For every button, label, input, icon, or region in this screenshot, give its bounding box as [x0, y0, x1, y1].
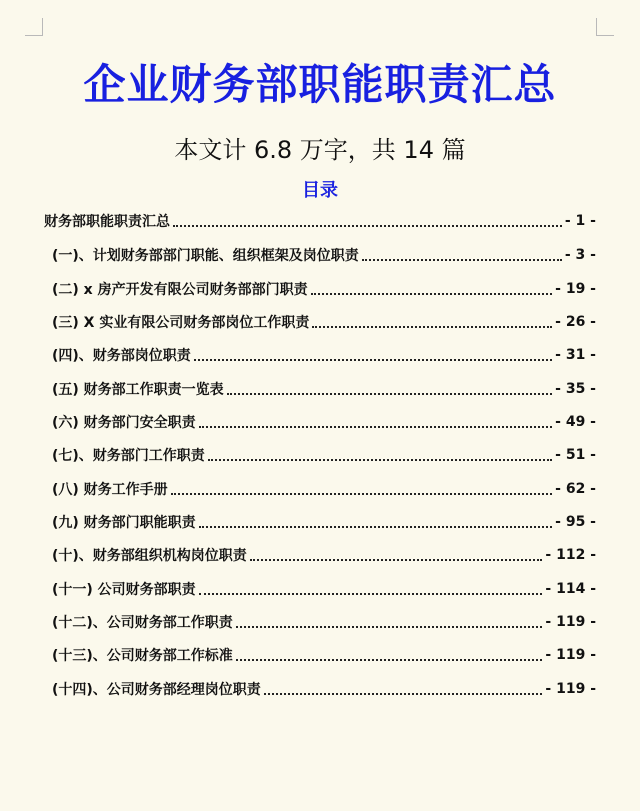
toc-entry[interactable]	[52, 338, 596, 371]
toc-entry-page: - 31 -	[555, 346, 596, 363]
toc-entry[interactable]	[52, 672, 596, 705]
toc-entry-label: (一)、计划财务部部门职能、组织框架及岗位职责	[52, 247, 359, 264]
toc-entry-page: - 26 -	[555, 313, 596, 330]
toc-leader-dots	[312, 326, 552, 328]
toc-entry-page: - 112 -	[545, 546, 596, 563]
toc-heading: 目录	[302, 180, 338, 201]
toc-leader-dots	[208, 459, 552, 461]
toc-entry-page: - 114 -	[545, 580, 596, 597]
toc-entry[interactable]	[52, 538, 596, 571]
toc-entry-page: - 95 -	[555, 513, 596, 530]
crop-mark-top-right	[596, 18, 614, 36]
toc-leader-dots	[171, 493, 552, 495]
toc-entry[interactable]	[52, 438, 596, 471]
toc-entry-label: (十四)、公司财务部经理岗位职责	[52, 681, 261, 698]
toc-entry-label: 财务部职能职责汇总	[44, 213, 170, 230]
toc-entry-page: - 35 -	[555, 380, 596, 397]
toc-leader-dots	[250, 559, 543, 561]
toc-entry-page: - 1 -	[564, 212, 596, 229]
toc-entry-label: (十三)、公司财务部工作标准	[52, 647, 233, 664]
toc-leader-dots	[264, 693, 543, 695]
toc-entry-label: (三) X 实业有限公司财务部岗位工作职责	[52, 314, 310, 331]
toc-leader-dots	[236, 659, 543, 661]
toc-entry-page: - 19 -	[555, 280, 596, 297]
toc-entry-label: (十一) 公司财务部职责	[52, 581, 196, 598]
toc-entry[interactable]	[52, 238, 596, 271]
toc-leader-dots	[227, 393, 552, 395]
toc-entry-label: (八) 财务工作手册	[52, 481, 168, 498]
crop-mark-top-left	[25, 18, 43, 36]
toc-entry[interactable]	[44, 204, 596, 237]
toc-leader-dots	[199, 593, 543, 595]
toc-entry[interactable]	[52, 505, 596, 538]
toc-leader-dots	[194, 359, 552, 361]
toc-leader-dots	[236, 626, 543, 628]
toc-entry-label: (十二)、公司财务部工作职责	[52, 614, 233, 631]
document-subtitle: 本文计 6.8 万字，共 14 篇	[174, 136, 466, 164]
toc-leader-dots	[199, 526, 552, 528]
toc-entry[interactable]	[52, 405, 596, 438]
toc-entry[interactable]	[52, 372, 596, 405]
toc-entry[interactable]	[52, 305, 596, 338]
toc-leader-dots	[199, 426, 552, 428]
toc-entry[interactable]	[52, 572, 596, 605]
toc-entry-label: (九) 财务部门职能职责	[52, 514, 196, 531]
toc-entry-page: - 119 -	[545, 680, 596, 697]
toc-leader-dots	[173, 225, 562, 227]
toc-entry-label: (五) 财务部工作职责一览表	[52, 381, 224, 398]
toc-entry-label: (二) x 房产开发有限公司财务部部门职责	[52, 281, 308, 298]
toc-entry-page: - 3 -	[564, 246, 596, 263]
toc-entry-label: (六) 财务部门安全职责	[52, 414, 196, 431]
toc-leader-dots	[311, 293, 553, 295]
toc-entry-label: (十)、财务部组织机构岗位职责	[52, 547, 247, 564]
document-title: 企业财务部职能职责汇总	[83, 60, 557, 109]
toc-entry-label: (七)、财务部门工作职责	[52, 447, 205, 464]
toc-entry-page: - 51 -	[555, 446, 596, 463]
toc-entry[interactable]	[52, 472, 596, 505]
toc-entry-page: - 49 -	[555, 413, 596, 430]
toc-entry-page: - 119 -	[545, 613, 596, 630]
toc-leader-dots	[362, 259, 562, 261]
toc-entry[interactable]	[52, 638, 596, 671]
toc-entry-label: (四)、财务部岗位职责	[52, 347, 191, 364]
toc-entry[interactable]	[52, 605, 596, 638]
toc-entry[interactable]	[52, 272, 596, 305]
toc-entry-page: - 119 -	[545, 646, 596, 663]
toc-entry-page: - 62 -	[555, 480, 596, 497]
